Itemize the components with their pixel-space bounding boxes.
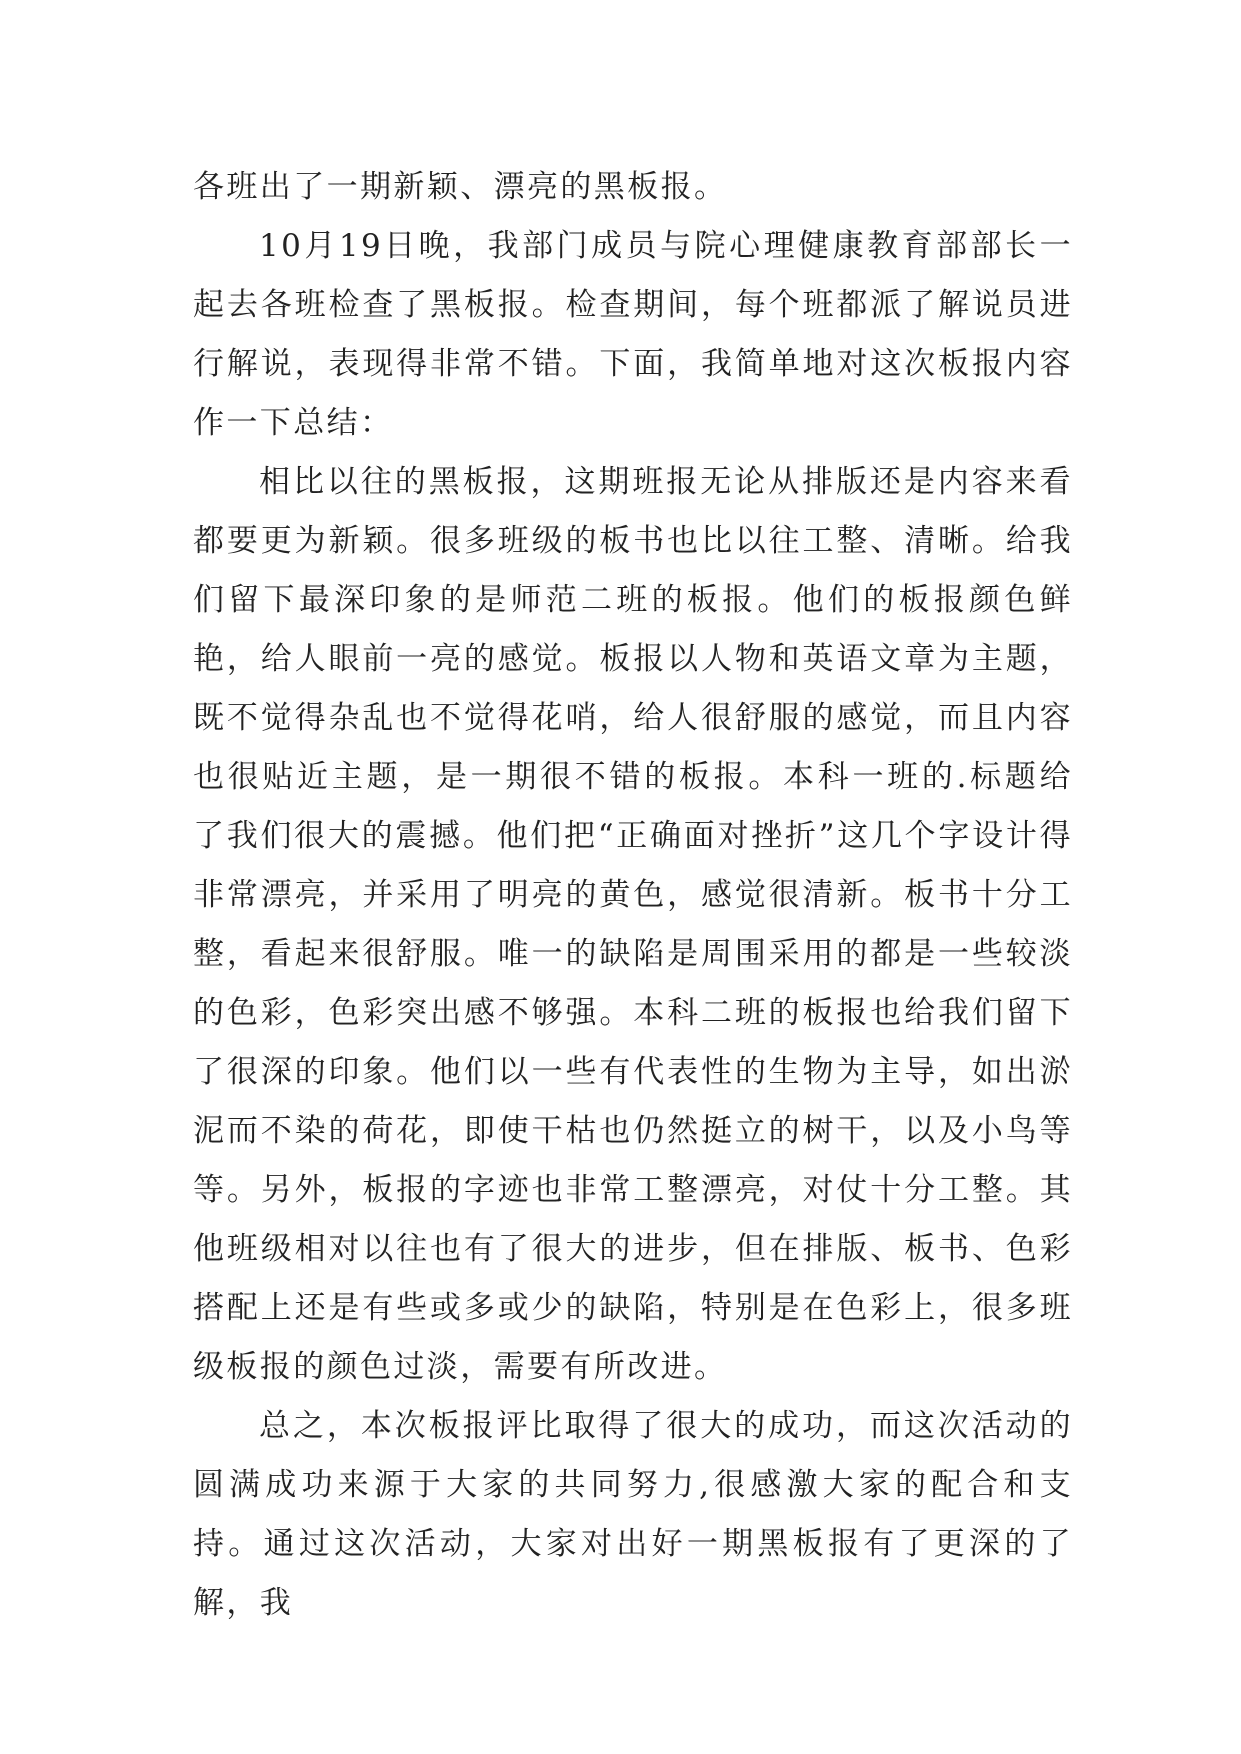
paragraph-3: 相比以往的黑板报，这期班报无论从排版还是内容来看都要更为新颖。很多班级的板书也比以往工整、清晰。给我们留下最深印象的是师范二班的板报。他们的板报颜色鲜艳，给人眼前一亮的感觉。板报以人物和英语文章为主题，既不觉得杂乱也不觉得花哨，给人很舒服的感觉，而且内容也很贴近主题，是一期很不错的板报。本科一班的.标题给了我们很大的震撼。他们把“正确面对挫折”这几个字设计得非常漂亮，并采用了明亮的黄色，感觉很清新。板书十分工整，看起来很舒服。唯一的缺陷是周围采用的都是一些较淡的色彩，色彩突出感不够强。本科二班的板报也给我们留下了很深的印象。他们以一些有代表性的生物为主导，如出淤泥而不染的荷花，即使干枯也仍然挺立的树干，以及小鸟等等。另外，板报的字迹也非常工整漂亮，对仗十分工整。其他班级相对以往也有了很大的进步，但在排版、板书、色彩搭配上还是有些或多或少的缺陷，特别是在色彩上，很多班级板报的颜色过淡，需要有所改进。 <box>193 464 1073 1385</box>
paragraph-1: 各班出了一期新颖、漂亮的黑板报。 <box>193 169 728 205</box>
document-body <box>193 158 1073 1633</box>
paragraph-2: 10月19日晚，我部门成员与院心理健康教育部部长一起去各班检查了黑板报。检查期间，每个班都派了解说员进行解说，表现得非常不错。下面，我简单地对这次板报内容作一下总结： <box>193 228 1073 441</box>
paragraph-4: 总之，本次板报评比取得了很大的成功，而这次活动的圆满成功来源于大家的共同努力,很感激大家的配合和支持。通过这次活动，大家对出好一期黑板报有了更深的了解，我 <box>193 1408 1073 1621</box>
